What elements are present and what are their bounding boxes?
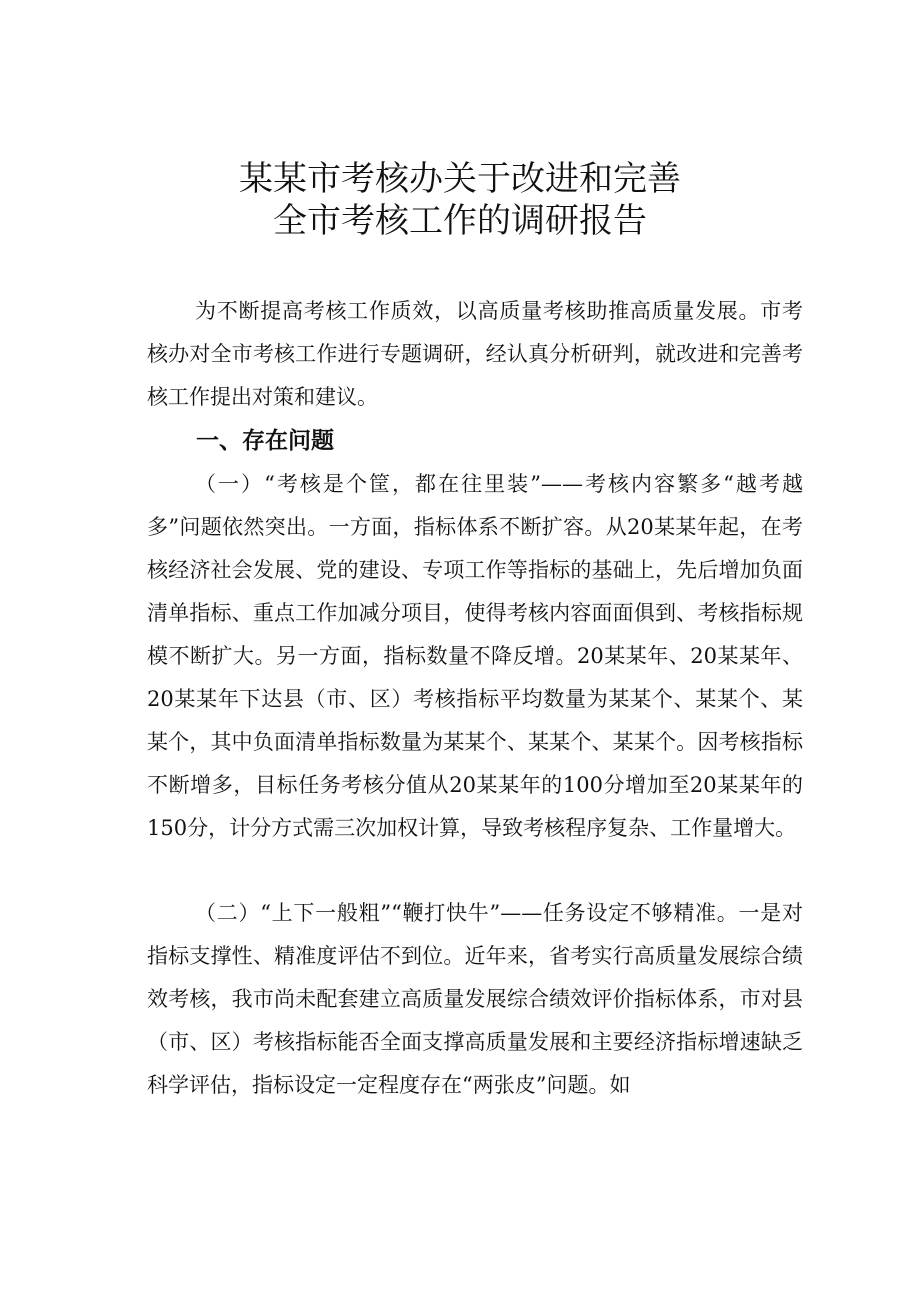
document-title-line-1: 某某市考核办关于改进和完善 [239, 159, 681, 199]
paragraph-2: （二）“上下一般粗”“鞭打快牛”——任务设定不够精准。一是对指标支撑性、精准度评估不到位。近年来，省考实行高质量发展综合绩效考核，我市尚未配套建立高质量发展综合绩效评价指标体系，市对县（市、区）考核指标能否全面支撑高质量发展和主要经济指标增速缺乏科学评估，指标设定一定程度存在“两张皮”问题。如 [147, 901, 803, 1097]
document-title-line-2: 全市考核工作的调研报告 [273, 201, 647, 241]
section-heading-problems: 一、存在问题 [196, 428, 334, 454]
paragraph-1: （一）“考核是个筐，都在往里装”——考核内容繁多“越考越多”问题依然突出。一方面，指标体系不断扩容。从20某某年起，在考核经济社会发展、党的建设、专项工作等指标的基础上，先后增加负面清单指标、重点工作加减分项目，使得考核内容面面俱到、考核指标规模不断扩大。另一方面，指标数量不降反增。20某某年、20某某年、20某某年下达县（市、区）考核指标平均数量为某某个、某某个、某某个，其中负面清单指标数量为某某个、某某个、某某个。因考核指标不断增多，目标任务考核分值从20某某年的100分增加至20某某年的150分，计分方式需三次加权计算，导致考核程序复杂、工作量增大。 [147, 472, 803, 840]
intro-paragraph: 为不断提高考核工作质效，以高质量考核助推高质量发展。市考核办对全市考核工作进行专题调研，经认真分析研判，就改进和完善考核工作提出对策和建议。 [147, 299, 803, 409]
